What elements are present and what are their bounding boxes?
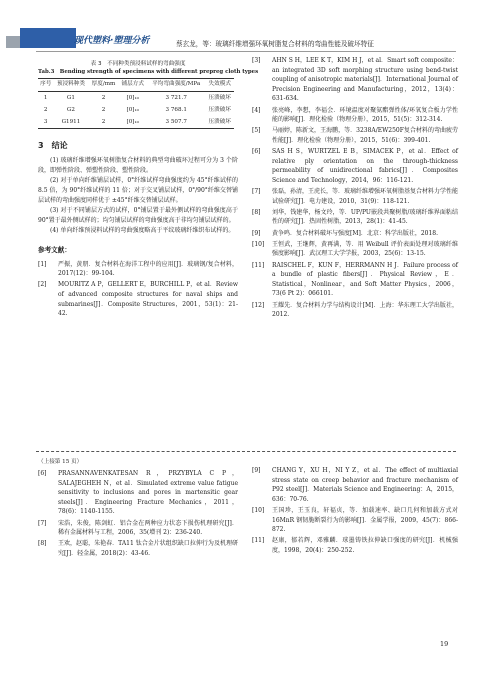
table-row (38, 91, 234, 104)
reference-item (38, 519, 238, 538)
logo-text: 现代塑料·塑理分析 (74, 36, 150, 46)
reference-text: 王国珍，王玉良，轩福贞，等．加载速率、缺口几何和加载方式对 16MnR 钢韧脆断裂行为的影响[J]．金属学报，2009，45(7)：866-872. (272, 506, 458, 534)
reference-text: SAS H S，WURTZEL E B，SIMACEK P，et al．Effect of relative ply orientation on the through-thickness permeability of unidirectional fabrics[J]．Composites Science and Technology，2014，96：116-121. (272, 148, 458, 184)
conclusion-paragraph: (2) 对于单向纤维铺层试样，0°纤维试样弯曲强度约为 45°纤维试样的 8.5 倍，为 90°纤维试样的 11 倍；对于交叉铺层试样，0°/90°纤维交替铺层试样的弯曲强度同样优于 ±45°纤维交替铺层试样。 (38, 177, 238, 204)
table-cell: [0]₁₀ (118, 116, 147, 129)
reference-text: 马丽婷，陈新文，王海鹏，等．3238A/EW250F复合材料的弯曲疲劳性能[J]．理化检验（物理分册），2015，51(6)：399-401. (272, 127, 458, 144)
conclusion-paragraph: (1) 玻璃纤维增强环氧树脂复合材料的典型弯曲破坏过程可分为 3 个阶段，即弹性阶段、弹塑性阶段、塑性阶段。 (38, 157, 238, 174)
reference-number: [9] (252, 467, 261, 474)
reference-text: 严振，黄朋．复合材料在海洋工程中的应用[J]．玻璃钢/复合材料，2017(12)：99-104. (58, 260, 238, 278)
reference-text: 黄争鸣．复合材料破坏与强度[M]．北京：科学出版社，2018. (272, 229, 439, 237)
bending-strength-table (38, 78, 234, 129)
table-cell: [0]₁₀ (126, 94, 139, 101)
reference-item (38, 280, 238, 318)
reference-item (252, 147, 458, 185)
reference-text: CHANG Y，XU H，NI Y Z，et al．The effect of multiaxial stress state on creep behavior and fracture mechanism of P92 steel[J]．Materials Science and Engineering：A，2015，636：70-76. (272, 467, 459, 503)
continued-right-column (252, 466, 458, 557)
table-cell: 3 721.7 (165, 94, 187, 101)
reference-item (252, 208, 458, 227)
table-cell: 2 (101, 94, 106, 101)
reference-number: [5] (252, 127, 261, 135)
table-row (38, 116, 234, 129)
conclusion-paragraph: (3) 对于不同铺层方式的试样，0°铺层置于最外侧试样的弯曲强度高于 90°置于最外侧试样的；均匀铺层试样的弯曲强度高于非均匀铺层试样的。 (38, 207, 238, 224)
logo-blue-bar (20, 28, 76, 48)
reference-number: [9] (252, 229, 261, 237)
header-rule (36, 51, 456, 52)
reference-item (38, 260, 238, 279)
reference-number: [7] (252, 188, 261, 196)
reference-text: 王欢，赵聪，朱艳春．TA11 钛合金片状组织缺口拉伸行为及机理研究[J]．轻金属，2018(2)：43-46. (58, 540, 238, 557)
reference-number: [7] (38, 519, 47, 527)
reference-item (252, 466, 458, 504)
reference-item (252, 229, 458, 239)
reference-text: 张磊，孙清，王虎长，等．玻璃纤维增强环氧树脂基复合材料力学性能试验研究[J]．电力建设，2010，31(9)：118-121. (272, 188, 459, 205)
table-cell: 2 (88, 116, 118, 129)
table-cell: 3 507.7 (147, 116, 205, 129)
table-header-cell: 厚度/mm (88, 79, 118, 92)
reference-item (252, 240, 458, 259)
reference-item (252, 126, 458, 145)
reference-number: [2] (38, 281, 47, 289)
table-cell: 1 (43, 94, 48, 101)
table-caption-en: Tab.3 Bending strength of specimens with different prepreg cloth types (38, 69, 259, 75)
running-title: 蔡玄龙，等：玻璃纤维增强环氧树脂复合材料的弯曲性能及破坏特征 (176, 40, 374, 48)
conclusion-paragraph: (4) 单向纤维预浸料试样的弯曲强度略高于平纹玻璃纤维织布试样的。 (50, 227, 235, 235)
table-cell: 3 768.1 (165, 106, 187, 113)
reference-number: [8] (252, 208, 261, 216)
table-cell: G2 (66, 106, 75, 113)
reference-text: 王恒武，王继辉，黄再满，等．用 Weibull 评价表面处理对玻璃纤维强度影响[J]．武汉理工大学学报，2003，25(6)：13-15. (272, 240, 458, 258)
reference-item (38, 469, 238, 517)
right-column (252, 56, 458, 321)
table-cell: 压溃破坏 (205, 116, 234, 129)
reference-item (252, 301, 458, 320)
reference-item (252, 261, 458, 299)
reference-text: AHN S H，LEE K T，KIM H J，et al．Smart soft composite：an integrated 3D soft morphing structure using bend-twist coupling of anisotropic materials[J]．International Journal of Precision Engineering and Manufacturing，2012，13(4)：631-634. (272, 57, 458, 103)
reference-number: [11] (252, 537, 265, 545)
reference-item (38, 539, 238, 558)
table-cell: [0]₁₀ (126, 106, 139, 113)
continued-left-column (38, 469, 238, 560)
left-column (38, 56, 259, 320)
reference-text: PRASANNAVENKATESAN R，PRZYBYLA C P，SALAJEGHEH N，et al．Simulated extreme value fatigue sensitivity to inclusions and pores in martensitic gear steels[J]．Engineering Fracture Mechanics，2011，78(6)：1140-1155. (58, 470, 238, 516)
section-divider (36, 451, 456, 452)
table-cell: 压溃破坏 (208, 94, 231, 101)
reference-number: [6] (38, 470, 47, 477)
reference-number: [8] (38, 540, 47, 548)
reference-item (252, 56, 458, 104)
table-cell: 压溃破坏 (208, 106, 231, 113)
reference-number: [10] (252, 506, 265, 514)
reference-text: 张亮峰，李想，李福会．环境温度对聚氨酯弹性体/环氧复合板力学性能的影响[J]．理化检验（物理分册），2015，51(5)：312-314. (272, 106, 458, 124)
references-title: 参考文献： (38, 245, 71, 254)
table-cell: 2 (101, 106, 106, 113)
continued-label: （上接第 15 页） (38, 459, 83, 465)
reference-number: [1] (38, 260, 47, 268)
reference-text: RAISCHEL F，KUN F，HERRMANN H J．Failure process of a bundle of plastic fibers[J]．Physical Review，E．Statistical，Nonlinear，and Soft Matter Physics，2006，73(6 Pt 2)：066101. (272, 261, 458, 298)
reference-item (252, 187, 458, 206)
table-caption-cn: 表 3 不同种类预浸料试样的弯曲强度 (90, 61, 186, 67)
reference-number: [3] (252, 57, 261, 64)
page-number: 19 (440, 640, 449, 648)
table-header-row (38, 79, 234, 92)
reference-text: 赵康，郁若辉，邓雅麟．球墨铸铁拉伸缺口强度的研究[J]．机械强度，1998，20(4)：250-252. (272, 537, 458, 554)
table-row (38, 104, 234, 116)
table-header-cell: 平均弯曲强度/MPa (147, 79, 205, 92)
reference-number: [11] (252, 261, 265, 269)
table-header-cell: 预浸料种类 (53, 79, 88, 92)
table-cell: G1911 (53, 116, 88, 129)
reference-text: 王耀先．复合材料力学与结构设计[M]．上海：华东理工大学出版社，2012. (272, 301, 458, 319)
table-cell: 3 (38, 116, 53, 129)
reference-text: MOURITZ A P，GELLERT E，BURCHILL P，et al．Review of advanced composite structures for naval ships and submarines[J]．Composite Structures，2001，53(1)：21-42. (58, 281, 238, 318)
table-header-cell: 失效模式 (205, 79, 234, 92)
table-header-cell: 铺层方式 (118, 79, 147, 92)
table-cell: G1 (66, 94, 75, 101)
conclusion-title: 3 结论 (38, 140, 68, 150)
reference-number: [10] (252, 240, 265, 248)
reference-number: [12] (252, 301, 265, 309)
reference-number: [6] (252, 148, 261, 156)
reference-number: [4] (252, 106, 261, 114)
reference-item (252, 536, 458, 555)
reference-text: 刘华，钱建华，杨文玲，等．UP/PU嵌段共聚树脂/玻璃纤维界面粘结性的研究[J]．热固性树脂，2013，28(1)：41-45. (272, 208, 458, 226)
reference-item (252, 106, 458, 125)
reference-item (252, 506, 458, 535)
reference-text: 宋浩，朱俊，陈剑虹．铝合金在两种应力状态下损伤机理研究[J]．稀有金属材料与工程，2006，35(增刊 2)：236-240. (58, 519, 238, 537)
table-cell: 2 (43, 106, 48, 113)
journal-logo (6, 26, 150, 50)
table-header-cell: 序号 (38, 79, 53, 92)
